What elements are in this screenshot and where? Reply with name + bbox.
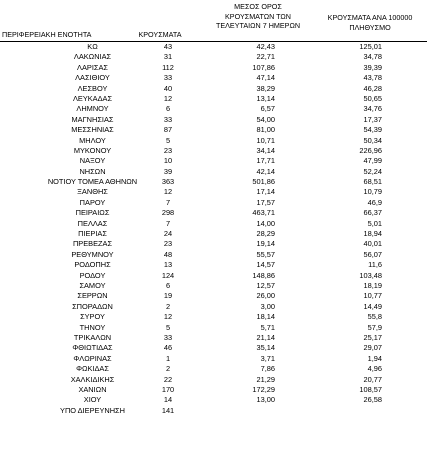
per-100k-cell: 47,99 xyxy=(363,156,382,166)
table-row xyxy=(0,125,427,135)
column-header-avg-7-days xyxy=(198,2,318,31)
per-100k-cell: 56,07 xyxy=(363,249,382,259)
cases-cell: 6 xyxy=(165,104,171,114)
region-cell: ΦΩΚΙΔΑΣ xyxy=(76,364,109,374)
region-cell: ΛΕΥΚΑΔΑΣ xyxy=(72,93,113,103)
per-100k-cell: 25,17 xyxy=(363,332,382,342)
avg-cell: 21,29 xyxy=(256,374,275,384)
per-100k-cell: 50,65 xyxy=(363,93,382,103)
cases-cell: 6 xyxy=(165,280,171,290)
cases-cell: 112 xyxy=(162,62,174,72)
avg-cell: 22,71 xyxy=(256,52,275,62)
cases-cell: 46 xyxy=(163,343,173,353)
region-cell: ΞΑΝΘΗΣ xyxy=(77,187,108,197)
per-100k-cell: 17,37 xyxy=(363,114,382,124)
region-cell: ΛΑΡΙΣΑΣ xyxy=(77,62,108,72)
table-row xyxy=(0,208,427,218)
table-row xyxy=(0,84,427,94)
per-100k-cell: 46,9 xyxy=(367,197,382,207)
avg-cell: 3,00 xyxy=(260,301,275,311)
table-row xyxy=(0,406,427,416)
avg-cell: 13,14 xyxy=(256,93,275,103)
table-row xyxy=(0,167,427,177)
cases-cell: 124 xyxy=(161,270,175,280)
region-cell: ΡΕΘΥΜΝΟΥ xyxy=(71,249,114,259)
per-100k-cell: 11,6 xyxy=(368,260,382,270)
cases-cell: 23 xyxy=(163,145,173,155)
table-row xyxy=(0,281,427,291)
per-100k-cell: 226,96 xyxy=(359,145,382,155)
cases-cell: 24 xyxy=(163,229,173,239)
table-row xyxy=(0,52,427,62)
region-cell: ΥΠΟ ΔΙΕΡΕΥΝΗΣΗ xyxy=(60,405,125,415)
table-row xyxy=(0,219,427,229)
table-row xyxy=(0,364,427,374)
region-cell: ΜΥΚΟΝΟΥ xyxy=(73,145,112,155)
table-row xyxy=(0,136,427,146)
table-row xyxy=(0,115,427,125)
table-row xyxy=(0,395,427,405)
table-row xyxy=(0,229,427,239)
cases-cell: 33 xyxy=(163,332,173,342)
avg-cell: 172,29 xyxy=(252,384,275,394)
table-row xyxy=(0,42,427,52)
region-cell: ΧΑΝΙΩΝ xyxy=(78,384,107,394)
per-100k-cell: 20,77 xyxy=(363,374,382,384)
cases-cell: 22 xyxy=(163,374,173,384)
cases-cell: 2 xyxy=(165,364,171,374)
region-cell: ΡΟΔΟΥ xyxy=(79,270,106,280)
avg-header-line-3: ΤΕΛΕΥΤΑΙΩΝ 7 ΗΜΕΡΩΝ xyxy=(215,21,301,30)
region-cell: ΠΕΙΡΑΙΩΣ xyxy=(75,208,110,218)
region-cell: ΣΠΟΡΑΔΩΝ xyxy=(72,301,113,311)
avg-cell: 18,14 xyxy=(256,312,275,322)
cases-cell: 12 xyxy=(163,312,173,322)
table-row xyxy=(0,94,427,104)
per-100k-cell: 54,39 xyxy=(363,125,382,135)
avg-cell: 35,14 xyxy=(256,343,275,353)
table-row xyxy=(0,354,427,364)
table-row xyxy=(0,250,427,260)
avg-cell: 47,14 xyxy=(256,73,275,83)
avg-header-line-1: ΜΕΣΟΣ ΟΡΟΣ xyxy=(234,2,282,11)
avg-cell: 17,57 xyxy=(256,197,275,207)
per-100k-cell: 5,01 xyxy=(367,218,382,228)
region-cell: ΜΕΣΣΗΝΙΑΣ xyxy=(71,125,114,135)
cases-cell: 23 xyxy=(163,239,173,249)
avg-cell: 55,57 xyxy=(256,249,275,259)
cases-cell: 7 xyxy=(165,197,171,207)
table-row xyxy=(0,271,427,281)
avg-cell: 28,29 xyxy=(256,229,275,239)
avg-cell: 5,71 xyxy=(260,322,275,332)
region-cell: ΧΙΟΥ xyxy=(83,395,102,405)
per-100k-cell: 103,48 xyxy=(359,270,382,280)
per-100k-cell: 18,94 xyxy=(363,229,382,239)
avg-header-line-2: ΚΡΟΥΣΜΑΤΩΝ ΤΩΝ xyxy=(225,11,291,21)
cases-cell: 5 xyxy=(165,135,171,145)
avg-cell: 148,86 xyxy=(252,270,275,280)
per-100k-cell: 34,78 xyxy=(363,52,382,62)
region-cell: ΝΟΤΙΟΥ ΤΟΜΕΑ ΑΘΗΝΩΝ xyxy=(47,177,138,187)
region-cell: ΤΡΙΚΑΛΩΝ xyxy=(73,332,112,342)
per-100k-cell: 29,07 xyxy=(363,343,382,353)
table-row xyxy=(0,63,427,73)
region-cell: ΜΗΛΟΥ xyxy=(79,135,106,145)
cases-cell: 7 xyxy=(165,218,171,228)
region-cell: ΣΥΡΟΥ xyxy=(80,312,105,322)
table-row xyxy=(0,198,427,208)
table-body xyxy=(0,42,427,416)
region-cell: ΛΑΚΩΝΙΑΣ xyxy=(73,52,112,62)
cases-cell: 43 xyxy=(163,42,173,51)
cases-cell: 12 xyxy=(163,93,173,103)
avg-cell: 10,71 xyxy=(256,135,275,145)
avg-cell: 17,71 xyxy=(256,156,275,166)
avg-cell: 463,71 xyxy=(252,208,275,218)
region-cell: ΣΕΡΡΩΝ xyxy=(77,291,108,301)
table-row xyxy=(0,291,427,301)
cases-cell: 10 xyxy=(163,156,173,166)
region-cell: ΛΕΣΒΟΥ xyxy=(77,83,108,93)
avg-cell: 14,00 xyxy=(256,218,275,228)
cases-cell: 14 xyxy=(163,395,173,405)
table-row xyxy=(0,104,427,114)
avg-cell: 81,00 xyxy=(256,125,275,135)
per-100k-cell: 14,49 xyxy=(363,301,382,311)
region-cell: ΠΙΕΡΙΑΣ xyxy=(78,229,107,239)
table-row xyxy=(0,302,427,312)
per-100k-cell: 10,79 xyxy=(363,187,382,197)
region-cell: ΠΑΡΟΥ xyxy=(79,197,106,207)
region-cell: ΚΩ xyxy=(87,42,98,51)
avg-cell: 107,86 xyxy=(252,62,275,72)
region-cell: ΦΘΙΩΤΙΔΑΣ xyxy=(72,343,113,353)
column-header-per-100k xyxy=(310,13,427,32)
cases-cell: 39 xyxy=(163,166,173,176)
table-row xyxy=(0,312,427,322)
table-row xyxy=(0,323,427,333)
per-100k-cell: 52,24 xyxy=(363,166,382,176)
avg-cell: 38,29 xyxy=(256,83,275,93)
region-cell: ΦΛΩΡΙΝΑΣ xyxy=(73,353,112,363)
avg-cell: 42,43 xyxy=(256,42,275,51)
per-100k-cell: 46,28 xyxy=(363,83,382,93)
per-100k-cell: 40,01 xyxy=(363,239,382,249)
cases-cell: 19 xyxy=(163,291,173,301)
cases-cell: 33 xyxy=(163,73,173,83)
cases-cell: 13 xyxy=(163,260,173,270)
region-cell: ΛΑΣΙΘΙΟΥ xyxy=(75,73,110,83)
region-cell: ΣΑΜΟΥ xyxy=(79,280,106,290)
cases-cell: 363 xyxy=(161,177,175,187)
per-100k-cell: 1,94 xyxy=(367,353,382,363)
avg-cell: 7,86 xyxy=(260,364,275,374)
table-row xyxy=(0,73,427,83)
region-cell: ΛΗΜΝΟΥ xyxy=(76,104,109,114)
table-row xyxy=(0,146,427,156)
per-100k-cell: 4,96 xyxy=(367,364,382,374)
cases-cell: 40 xyxy=(163,83,173,93)
cases-cell: 5 xyxy=(165,322,171,332)
per-100k-cell: 18,19 xyxy=(363,280,382,290)
table-row xyxy=(0,343,427,353)
region-cell: ΝΑΞΟΥ xyxy=(79,156,106,166)
table-row xyxy=(0,156,427,166)
cases-cell: 141 xyxy=(161,405,175,415)
per-100k-cell: 125,01 xyxy=(359,42,382,51)
cases-cell: 33 xyxy=(163,114,173,124)
table-row xyxy=(0,385,427,395)
avg-cell: 3,71 xyxy=(260,353,275,363)
table-row xyxy=(0,187,427,197)
table-row xyxy=(0,239,427,249)
avg-cell: 6,57 xyxy=(260,104,275,114)
region-cell: ΡΟΔΟΠΗΣ xyxy=(74,260,111,270)
cases-cell: 170 xyxy=(161,384,175,394)
avg-cell: 17,14 xyxy=(256,187,275,197)
avg-cell: 14,57 xyxy=(256,260,275,270)
per-header-line-2: ΠΛΗΘΥΣΜΟ xyxy=(349,22,391,32)
table-row xyxy=(0,375,427,385)
region-cell: ΠΕΛΛΑΣ xyxy=(77,218,108,228)
per-100k-cell: 34,76 xyxy=(363,104,382,114)
per-header-line-1: ΚΡΟΥΣΜΑΤΑ ΑΝΑ 100000 xyxy=(327,13,413,22)
per-100k-cell: 68,51 xyxy=(363,177,382,187)
region-cell: ΝΗΣΩΝ xyxy=(79,166,106,176)
per-100k-cell: 39,39 xyxy=(363,62,382,72)
avg-cell: 42,14 xyxy=(256,166,275,176)
column-header-region: ΠΕΡΙΦΕΡΕΙΑΚΗ ΕΝΟΤΗΤΑ xyxy=(2,30,92,39)
per-100k-cell: 43,78 xyxy=(363,73,382,83)
avg-cell: 34,14 xyxy=(256,145,275,155)
region-cell: ΤΗΝΟΥ xyxy=(79,322,106,332)
cases-cell: 31 xyxy=(163,52,173,62)
cases-cell: 2 xyxy=(165,301,171,311)
column-header-cases: ΚΡΟΥΣΜΑΤΑ xyxy=(138,30,182,39)
region-cell: ΠΡΕΒΕΖΑΣ xyxy=(72,239,113,249)
per-100k-cell: 55,8 xyxy=(367,312,382,322)
region-cell: ΧΑΛΚΙΔΙΚΗΣ xyxy=(70,374,115,384)
per-100k-cell: 66,37 xyxy=(363,208,382,218)
cases-cell: 87 xyxy=(163,125,173,135)
cases-cell: 1 xyxy=(165,353,171,363)
per-100k-cell: 50,34 xyxy=(363,135,382,145)
cases-cell: 12 xyxy=(163,187,173,197)
per-100k-cell: 10,77 xyxy=(363,291,382,301)
table-row xyxy=(0,177,427,187)
cases-cell: 48 xyxy=(163,249,173,259)
avg-cell: 501,86 xyxy=(252,177,275,187)
table-row xyxy=(0,260,427,270)
avg-cell: 21,14 xyxy=(256,332,275,342)
avg-cell: 12,57 xyxy=(256,280,275,290)
per-100k-cell: 57,9 xyxy=(367,322,382,332)
avg-cell: 13,00 xyxy=(256,395,275,405)
table-row xyxy=(0,333,427,343)
per-100k-cell: 108,57 xyxy=(359,384,382,394)
avg-cell: 19,14 xyxy=(256,239,275,249)
cases-cell: 298 xyxy=(161,208,175,218)
per-100k-cell: 26,58 xyxy=(363,395,382,405)
avg-cell: 54,00 xyxy=(256,114,275,124)
region-cell: ΜΑΓΝΗΣΙΑΣ xyxy=(71,114,114,124)
avg-cell: 26,00 xyxy=(256,291,275,301)
